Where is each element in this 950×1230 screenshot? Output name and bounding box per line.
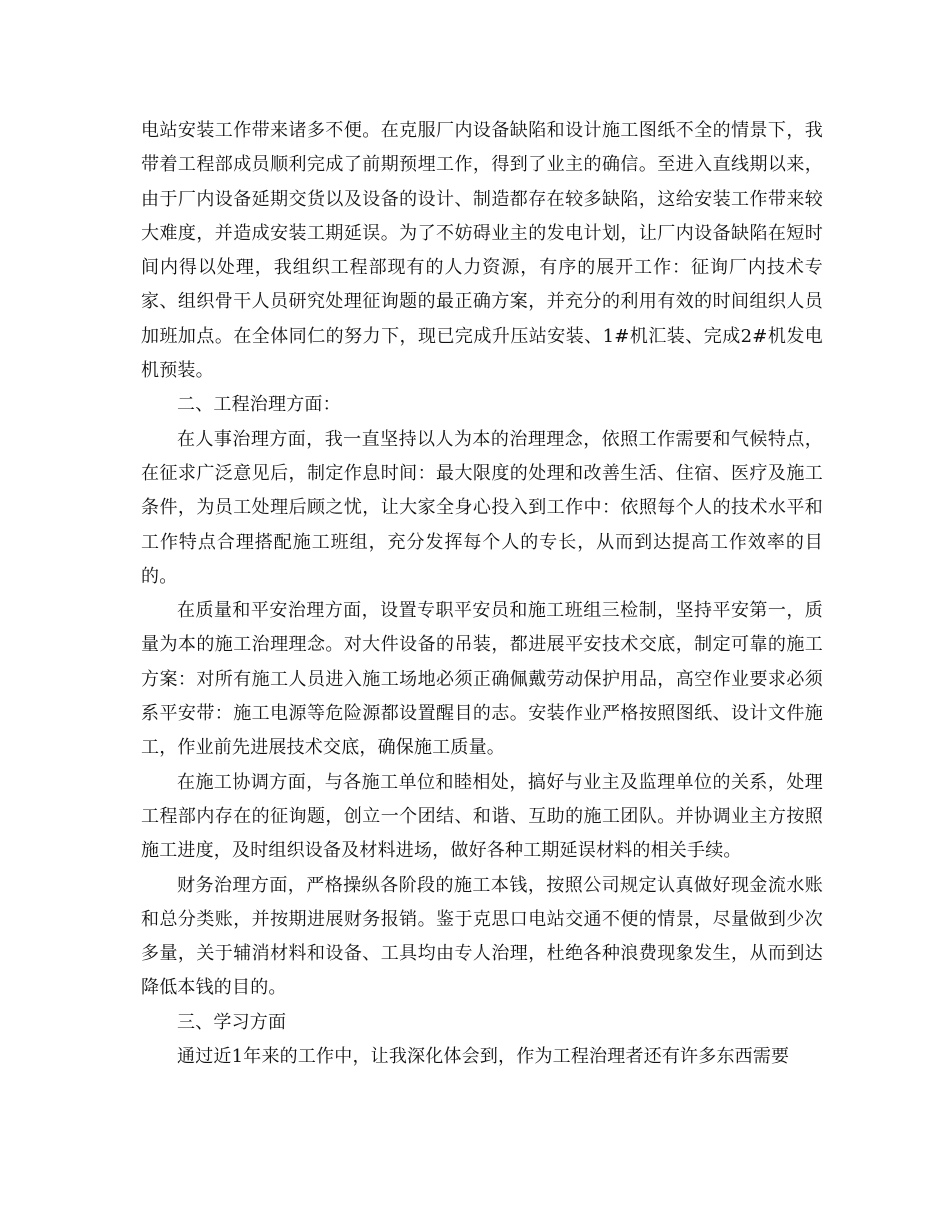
paragraph-personnel-management: 在人事治理方面，我一直坚持以人为本的治理理念，依照工作需要和气候特点，在征求广泛意见后，制定作息时间：最大限度的处理和改善生活、住宿、医疗及施工条件，为员工处理后顾之忧，让大家全身心投入到工作中：依照每个人的技术水平和工作特点合理搭配施工班组，充分发挥每个人的专长，从而到达提高工作效率的目的。: [141, 428, 823, 587]
paragraph-construction-coordination: 在施工协调方面，与各施工单位和睦相处，搞好与业主及监理单位的关系，处理工程部内存在的征询题，创立一个团结、和谐、互助的施工团队。并协调业主方按照施工进度，及时组织设备及材料进场，做好各种工期延误材料的相关手续。: [141, 771, 823, 862]
paragraph-learning-reflection: 通过近1年来的工作中，让我深化体会到，作为工程治理者还有许多东西需要: [177, 1046, 790, 1068]
paragraph-financial-management: 财务治理方面，严格操纵各阶段的施工本钱，按照公司规定认真做好现金流水账和总分类账，并按期进展财务报销。鉴于克思口电站交通不便的情景，尽量做到少次多量，关于辅消材料和设备、工具均由专人治理，杜绝各种浪费现象发生，从而到达降低本钱的目的。: [141, 874, 823, 999]
section-heading-project-management: 二、工程治理方面：: [177, 394, 341, 416]
document-body: [141, 114, 823, 1074]
paragraph-installation-progress: 电站安装工作带来诸多不便。在克服厂内设备缺陷和设计施工图纸不全的情景下，我带着工程部成员顺利完成了前期预埋工作，得到了业主的确信。至进入直线期以来，由于厂内设备延期交货以及设备的设计、制造都存在较多缺陷，这给安装工作带来较大难度，并造成安装工期延误。为了不妨碍业主的发电计划，让厂内设备缺陷在短时间内得以处理，我组织工程部现有的人力资源，有序的展开工作：征询厂内技术专家、组织骨干人员研究处理征询题的最正确方案，并充分的利用有效的时间组织人员加班加点。在全体同仁的努力下，现已完成升压站安装、1#机汇装、完成2#机发电机预装。: [141, 120, 823, 382]
paragraph-quality-safety-management: 在质量和平安治理方面，设置专职平安员和施工班组三检制，坚持平安第一，质量为本的施工治理理念。对大件设备的吊装，都进展平安技术交底，制定可靠的施工方案：对所有施工人员进入施工场地必须正确佩戴劳动保护用品，高空作业要求必须系平安带：施工电源等危险源都设置醒目的志。安装作业严格按照图纸、设计文件施工，作业前先进展技术交底，确保施工质量。: [141, 600, 823, 759]
section-heading-learning: 三、学习方面: [177, 1011, 287, 1033]
